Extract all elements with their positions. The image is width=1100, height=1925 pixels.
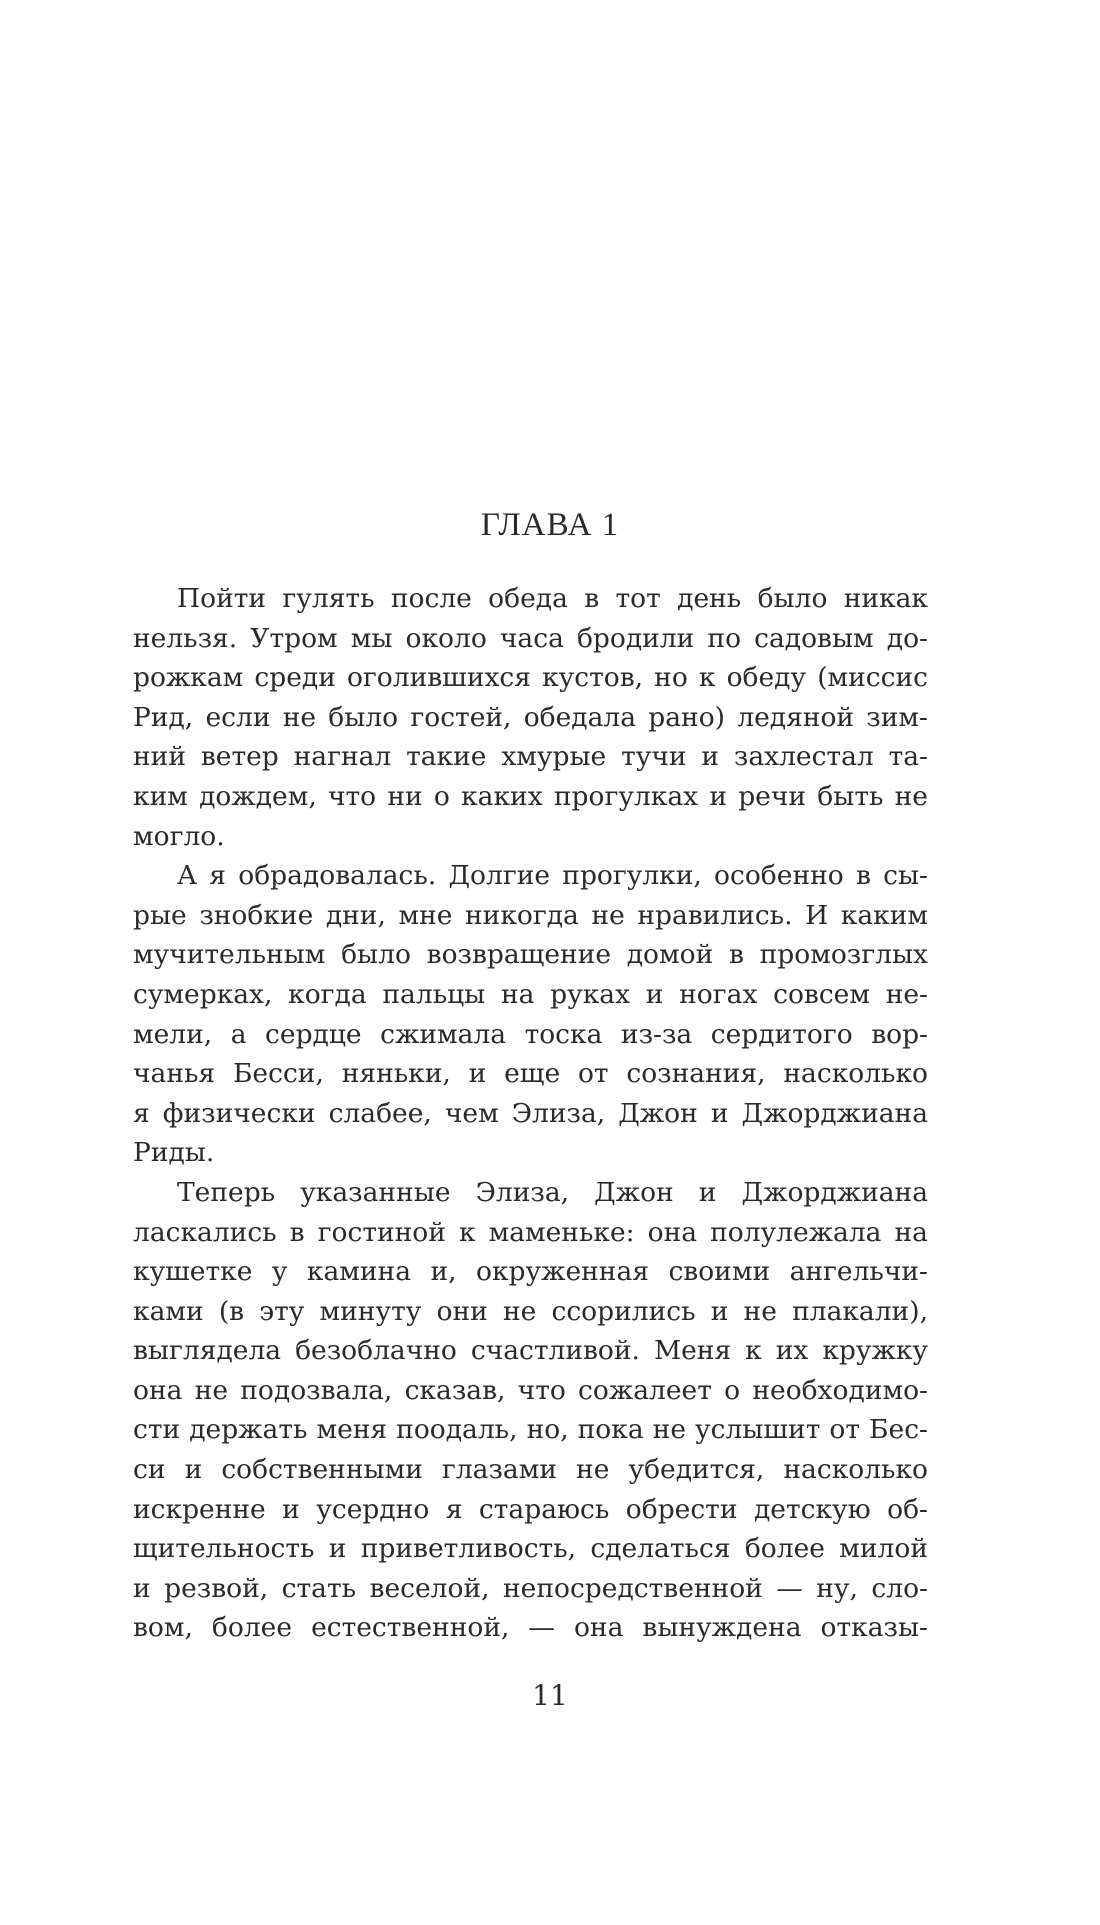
text-line: я физически слабее, чем Элиза, Джон и Джорджиана — [133, 1097, 928, 1129]
text-line: ками (в эту минуту они не ссорились и не плакали), — [133, 1295, 928, 1327]
text-line: кушетке у камина и, окруженная своими ангельчи- — [133, 1256, 928, 1288]
text-line: выглядела безоблачно счастливой. Меня к их кружку — [133, 1335, 928, 1367]
text-line: Риды. — [133, 1137, 215, 1169]
text-line: рые знобкие дни, мне никогда не нравились. И каким — [133, 899, 928, 931]
text-line: сти держать меня поодаль, но, пока не услышит от Бес- — [133, 1414, 928, 1446]
paragraph — [133, 1173, 928, 1648]
text-line: нельзя. Утром мы около часа бродили по садовым до- — [133, 622, 928, 654]
text-line: чанья Бесси, няньки, и еще от сознания, насколько — [133, 1058, 928, 1090]
text-line: и резвой, стать веселой, непосредственной — ну, сло- — [133, 1572, 928, 1604]
chapter-title: ГЛАВА 1 — [480, 507, 620, 543]
page-number: 11 — [532, 1679, 568, 1712]
text-line: ний ветер нагнал такие хмурые тучи и захлестал та- — [133, 741, 928, 773]
text-line: рожкам среди оголившихся кустов, но к обеду (миссис — [133, 662, 928, 694]
text-line: она не подозвала, сказав, что сожалеет о необходимо- — [133, 1374, 928, 1406]
text-line: мучительным было возвращение домой в промозглых — [133, 939, 928, 971]
text-line: ким дождем, что ни о каких прогулках и речи быть не — [133, 780, 928, 812]
text-line: ласкались в гостиной к маменьке: она полулежала на — [133, 1216, 928, 1248]
text-line: могло. — [133, 820, 225, 852]
body-text — [133, 579, 928, 1648]
text-line: мели, а сердце сжимала тоска из-за сердитого вор- — [133, 1018, 928, 1050]
text-line: си и собственными глазами не убедится, насколько — [133, 1454, 928, 1486]
text-line: Теперь указанные Элиза, Джон и Джорджиана — [177, 1176, 928, 1208]
text-line: Пойти гулять после обеда в тот день было никак — [177, 583, 928, 614]
text-line: щительность и приветливость, сделаться более милой — [133, 1533, 928, 1565]
paragraph — [133, 856, 928, 1173]
paragraph — [133, 579, 928, 856]
text-line: сумерках, когда пальцы на руках и ногах совсем не- — [133, 978, 928, 1010]
text-line: Рид, если не было гостей, обедала рано) ледяной зим- — [133, 701, 928, 733]
text-line: А я обрадовалась. Долгие прогулки, особенно в сы- — [177, 860, 928, 892]
text-line: искренне и усердно я стараюсь обрести детскую об- — [133, 1493, 928, 1525]
text-line: вом, более естественной, — она вынуждена отказы- — [133, 1612, 928, 1644]
